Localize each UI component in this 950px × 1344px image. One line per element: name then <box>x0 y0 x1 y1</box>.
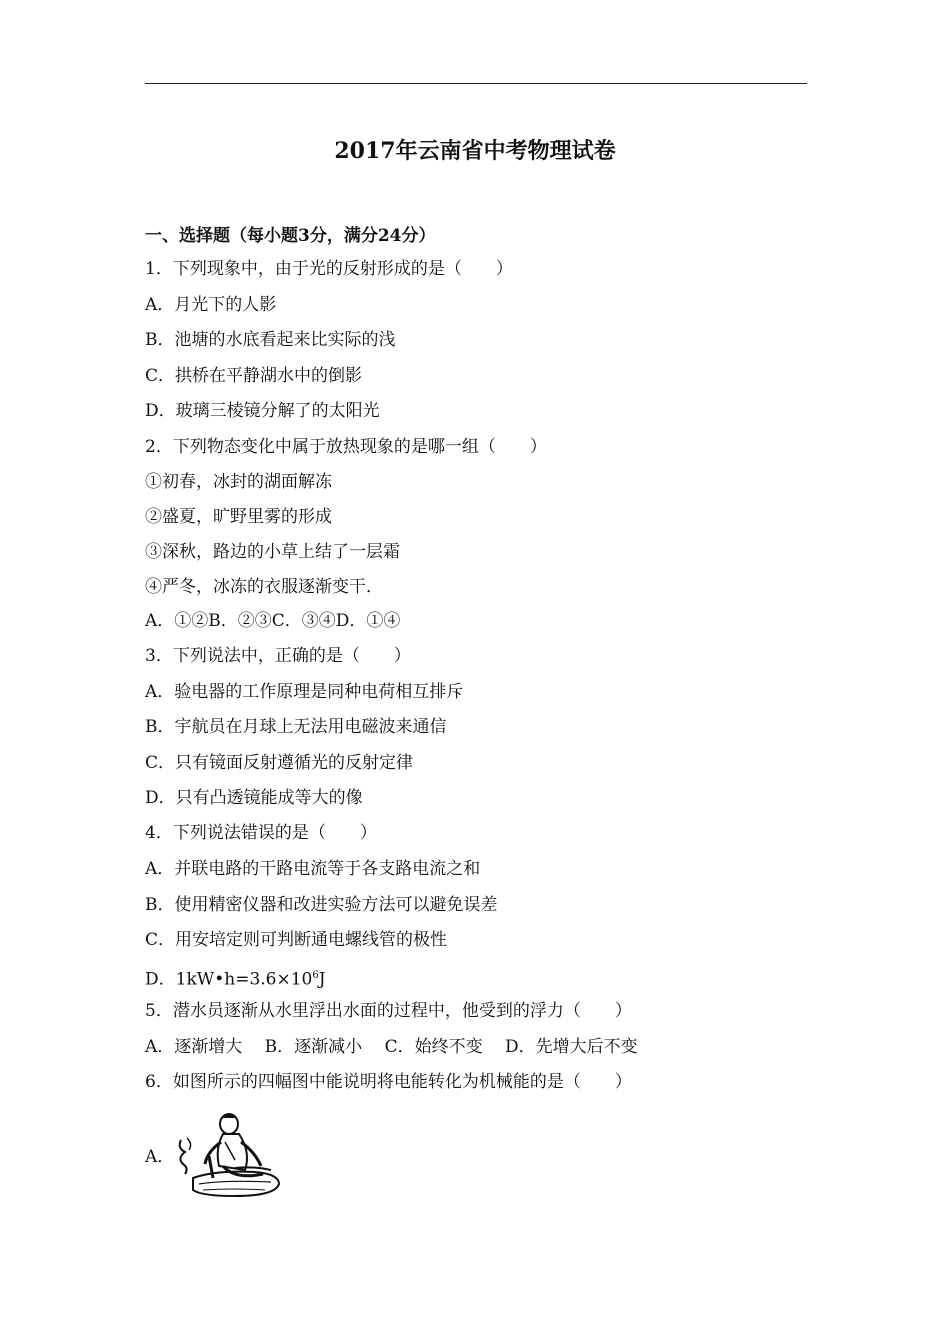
q2-item-1: ①初春，冰封的湖面解冻 <box>145 472 332 492</box>
q4-option-c: C．用安培定则可判断通电螺线管的极性 <box>145 930 448 950</box>
q2-item-2: ②盛夏，旷野里雾的形成 <box>145 507 332 527</box>
q4-stem: 4．下列说法错误的是（ ） <box>145 823 377 843</box>
header-rule <box>145 83 807 84</box>
q4-option-d-unit: J <box>318 969 326 990</box>
q2-item-4: ④严冬，冰冻的衣服逐渐变干． <box>145 577 383 597</box>
person-drilling-wood-illustration <box>175 1108 285 1200</box>
q2-options: A．①②B．②③C．③④D．①④ <box>145 611 401 631</box>
q1-option-d: D．玻璃三棱镜分解了的太阳光 <box>145 401 380 421</box>
q1-option-c: C．拱桥在平静湖水中的倒影 <box>145 366 363 386</box>
q1-option-b: B．池塘的水底看起来比实际的浅 <box>145 330 396 350</box>
q1-option-a: A．月光下的人影 <box>145 295 277 315</box>
q3-option-c: C．只有镜面反射遵循光的反射定律 <box>145 753 414 773</box>
q2-item-3: ③深秋，路边的小草上结了一层霜 <box>145 542 400 562</box>
q3-option-d: D．只有凸透镜能成等大的像 <box>145 788 363 808</box>
q5-options: A．逐渐增大 B．逐渐减小 C．始终不变 D．先增大后不变 <box>145 1037 638 1057</box>
q3-option-b: B．宇航员在月球上无法用电磁波来通信 <box>145 717 447 737</box>
q4-option-d-text: D．1kW•h=3.6×10 <box>145 969 313 990</box>
q6-figure-a-label: A． <box>145 1147 175 1167</box>
q4-option-d <box>145 964 326 992</box>
q2-stem: 2．下列物态变化中属于放热现象的是哪一组（ ） <box>145 437 547 457</box>
q4-option-a: A．并联电路的干路电流等于各支路电流之和 <box>145 859 481 879</box>
q3-option-a: A．验电器的工作原理是同种电荷相互排斥 <box>145 682 464 702</box>
q3-stem: 3．下列说法中，正确的是（ ） <box>145 646 411 666</box>
page-title: 2017年云南省中考物理试卷 <box>334 138 616 164</box>
section-heading: 一、选择题（每小题3分，满分24分） <box>145 226 436 246</box>
q4-option-b: B．使用精密仪器和改进实验方法可以避免误差 <box>145 895 498 915</box>
q6-stem: 6．如图所示的四幅图中能说明将电能转化为机械能的是（ ） <box>145 1072 632 1092</box>
q4-option-d-exponent: 6 <box>312 970 319 981</box>
q1-stem: 1．下列现象中，由于光的反射形成的是（ ） <box>145 259 513 279</box>
q5-stem: 5．潜水员逐渐从水里浮出水面的过程中，他受到的浮力（ ） <box>145 1001 632 1021</box>
q6-figure-a <box>145 1108 295 1200</box>
